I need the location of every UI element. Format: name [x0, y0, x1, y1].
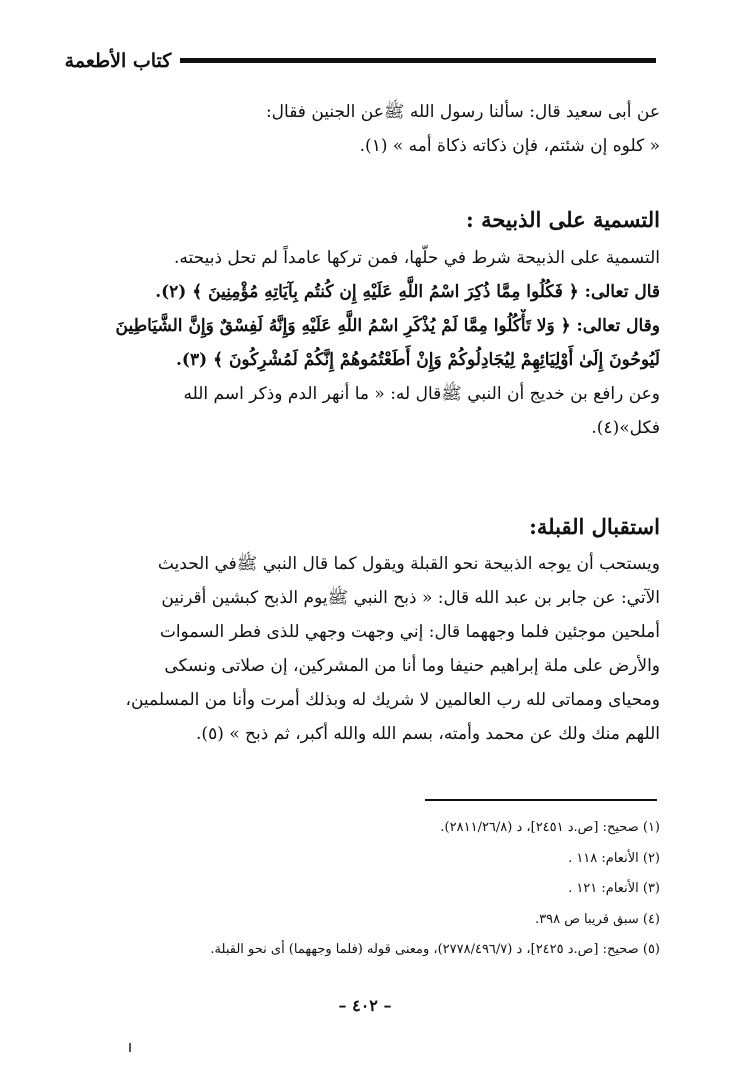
footnote-separator: [425, 799, 657, 801]
footnote-4: (٤) سبق قريبا ص ٣٩٨.: [534, 911, 660, 927]
text-line: « كلوه إن شئتم، فإن ذكاته ذكاة أمه » (١).: [359, 136, 660, 156]
text-line: أملحين موجئين فلما وجههما قال: إني وجهت وجهي للذى فطر السموات: [159, 622, 660, 642]
paragraph-qibla: [62, 547, 660, 751]
text-line: اللهم منك ولك عن محمد وأمته، بسم الله والله أكبر، ثم ذبح » (٥).: [196, 724, 660, 744]
text-line: التسمية على الذبيحة شرط في حلّها، فمن تركها عامداً لم تحل ذبيحته.: [173, 248, 660, 268]
scan-speck: [129, 1043, 131, 1052]
hadith-paragraph-janin: [62, 95, 660, 163]
running-header-title: كتاب الأطعمة: [64, 50, 172, 72]
footnote-3: (٣) الأنعام: ١٢١ .: [568, 881, 660, 896]
quran-verse-line: وقال تعالى: ﴿ وَلا تَأْكُلُوا مِمَّا لَمْ يُذْكَرِ اسْمُ اللَّهِ عَلَيْهِ وَإِنَّهُ لَفِسْقٌ وَإِنَّ الشَّيَاطِينَ: [115, 316, 660, 336]
text-line: ويستحب أن يوجه الذبيحة نحو القبلة ويقول كما قال النبي ﷺفي الحديث: [157, 554, 660, 574]
footnote-1: (١) صحيح: [ص.د ٢٤٥١]، د (٢٨١١/٢٦/٨).: [440, 820, 660, 835]
quran-verse-line: لَيُوحُونَ إِلَىٰ أَوْلِيَائِهِمْ لِيُجَادِلُوكُمْ وَإِنْ أَطَعْتُمُوهُمْ إِنَّكُمْ لَمُشْرِكُونَ ﴾ (٣).: [176, 350, 660, 370]
quran-verse-line: قال تعالى: ﴿ فَكُلُوا مِمَّا ذُكِرَ اسْمُ اللَّهِ عَلَيْهِ إِن كُنتُم بِآيَاتِهِ مُؤْمِنِينَ ﴾ (٢).: [155, 282, 660, 302]
text-line: ومحياى ومماتى لله رب العالمين لا شريك له وبذلك أمرت وأنا من المسلمين،: [125, 690, 660, 710]
text-line: والأرض على ملة إبراهيم حنيفا وما أنا من المشركين، إن صلاتى ونسكى: [164, 656, 660, 676]
paragraph-tasmiya: [62, 241, 660, 445]
section-heading-qibla: استقبال القبلة:: [529, 514, 660, 539]
header-rule: [180, 58, 656, 63]
footnote-5: (٥) صحيح: [ص.د ٢٤٢٥]، د (٢٧٧٨/٤٩٦/٧)، ومعنى قوله (فلما وجههما) أى نحو القبلة.: [210, 942, 660, 957]
text-line: وعن رافع بن خديج أن النبي ﷺقال له: « ما أنهر الدم وذكر اسم الله: [183, 384, 660, 404]
section-heading-tasmiya: التسمية على الذبيحة :: [466, 207, 660, 232]
page-number: – ٤٠٢ –: [338, 996, 392, 1015]
footnotes: [62, 813, 660, 966]
text-line: عن أبى سعيد قال: سألنا رسول الله ﷺعن الجنين فقال:: [265, 102, 660, 122]
text-line: فكل»(٤).: [591, 418, 660, 438]
footnote-2: (٢) الأنعام: ١١٨ .: [568, 850, 660, 866]
text-line: الآتي: عن جابر بن عبد الله قال: « ذبح النبي ﷺيوم الذبح كبشين أقرنين: [161, 588, 660, 608]
